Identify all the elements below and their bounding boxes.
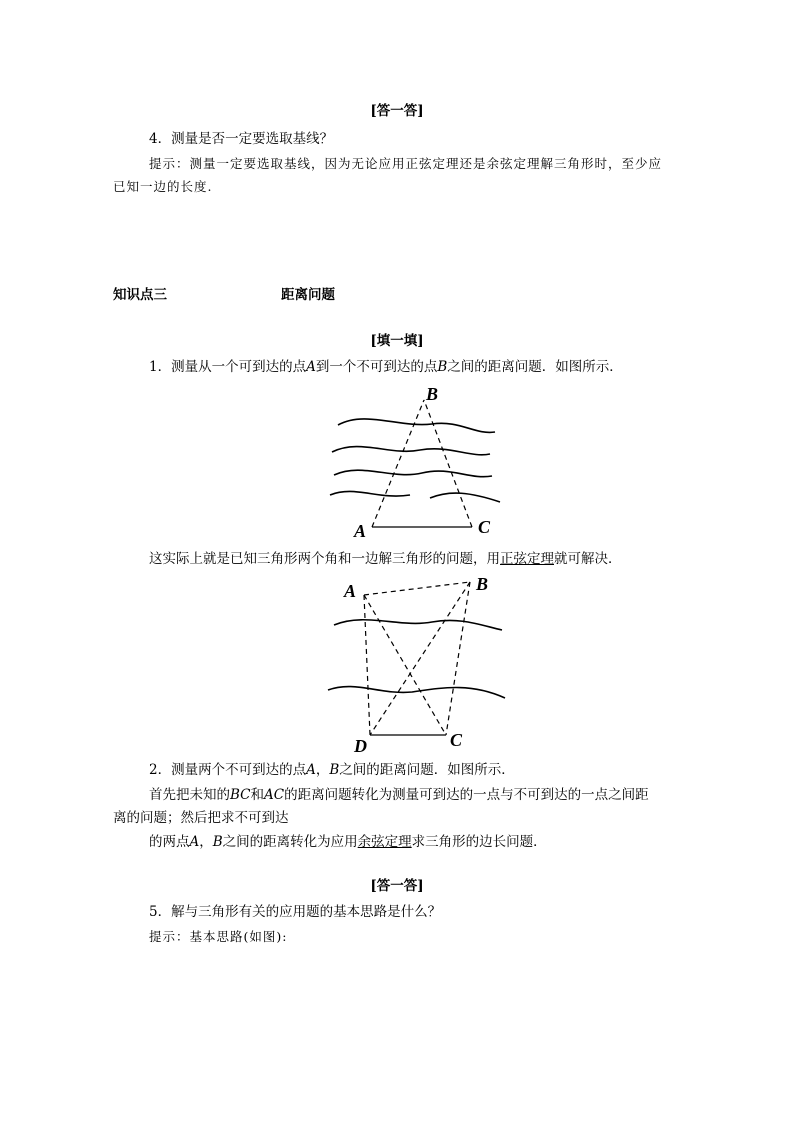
item-2: [149, 761, 515, 779]
p1-text-a: 首先把未知的: [149, 787, 230, 803]
segment-BC: BC: [230, 787, 251, 803]
fill-heading: [填一填]: [370, 333, 424, 349]
quadrilateral-lines: [364, 582, 470, 735]
p1-text-b: 和: [250, 787, 265, 803]
hint-text: 测量一定要选取基线，因为无论应用正弦定理还是余弦定理解三角形时，至少应: [189, 156, 663, 171]
fig2-label-A: A: [344, 581, 357, 601]
p3-text-b: 之间的距离转化为应用: [222, 834, 358, 850]
hint-text-2: 基本思路(如图):: [189, 929, 288, 944]
point-A-label: A: [189, 834, 200, 850]
point-B-label: B: [437, 359, 448, 375]
knowledge-point-label: 知识点三: [113, 287, 167, 303]
fig1-label-A: A: [354, 521, 367, 540]
fig2-label-B: B: [476, 574, 489, 594]
dashed-line-CB: [424, 400, 472, 527]
paragraph-line-2: 离的问题；然后把求不可到达: [113, 810, 289, 826]
question-4: 4．测量是否一定要选取基线？: [149, 131, 334, 147]
item-2-text-b: 之间的距离问题．如图所示．: [339, 762, 515, 778]
hint-line-2: 已知一边的长度.: [113, 179, 213, 194]
fig2-label-D: D: [354, 736, 367, 755]
hint-5: [149, 928, 287, 946]
river-waves-2: [328, 620, 505, 698]
dashed-line-AC: [364, 595, 446, 735]
triangle-lines: [372, 400, 472, 527]
hint-label: 提示：: [149, 156, 190, 171]
dashed-line-AD: [364, 595, 370, 735]
point-B-label: B: [329, 762, 340, 778]
dashed-line-BC: [446, 582, 470, 735]
paragraph-line-3: [149, 833, 547, 851]
dashed-line-BD: [370, 582, 470, 735]
paragraph-line-1: [149, 786, 649, 804]
segment-AC: AC: [264, 787, 285, 803]
separator: ，: [315, 762, 330, 778]
answer-heading-2: [答一答]: [370, 878, 424, 894]
point-A-label: A: [306, 359, 316, 375]
cosine-law-answer: 余弦定理: [357, 834, 412, 850]
hint-line-1: [149, 155, 662, 173]
river-waves: [330, 419, 500, 502]
p3-text-c: 求三角形的边长问题．: [411, 834, 547, 850]
item-2-text-a: 2．测量两个不可到达的点: [149, 762, 307, 778]
note-text-b: 就可解决．: [554, 551, 622, 567]
note-text-a: 这实际上就是已知三角形两个角和一边解三角形的问题，用: [149, 551, 500, 567]
item-1-text-a: 1．测量从一个可到达的点: [149, 359, 307, 375]
separator: ，: [199, 834, 213, 850]
item-1: [149, 358, 623, 376]
note-sine-law: [149, 550, 622, 568]
dashed-line-AB: [364, 582, 470, 595]
item-1-text-c: 之间的距离问题．如图所示．: [447, 359, 623, 375]
hint-label-2: 提示：: [149, 929, 190, 944]
knowledge-point-title: 距离问题: [281, 287, 335, 303]
p1-text-c: 的距离问题转化为测量可到达的一点与不可到达的一点之间距: [284, 787, 649, 803]
point-A-label: A: [306, 762, 316, 778]
fig2-label-C: C: [450, 730, 463, 750]
point-B-label: B: [212, 834, 223, 850]
item-1-text-b: 到一个不可到达的点: [315, 359, 438, 375]
dashed-line-AB: [372, 400, 424, 527]
figure-2-two-points: [320, 570, 510, 755]
figure-1-river-triangle: [320, 380, 510, 540]
answer-heading: [答一答]: [370, 103, 424, 119]
p3-text-a: 的两点: [149, 834, 190, 850]
question-5: 5．解与三角形有关的应用题的基本思路是什么？: [149, 904, 442, 920]
sine-law-answer: 正弦定理: [500, 551, 554, 567]
fig1-label-C: C: [478, 517, 491, 537]
fig1-label-B: B: [426, 384, 439, 404]
